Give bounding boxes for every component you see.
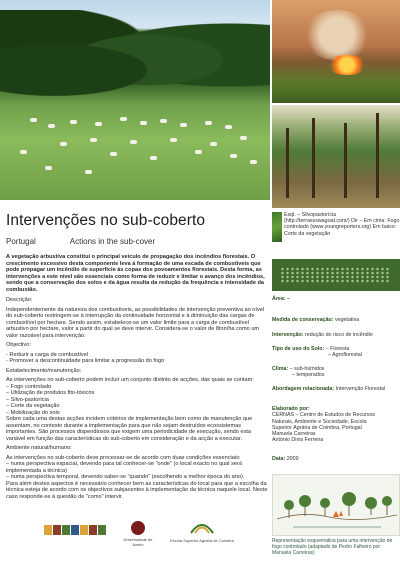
author-line: António Dinis Ferreira <box>272 437 324 444</box>
side-info-column <box>272 212 400 565</box>
fire-diagram <box>272 474 400 536</box>
sheep <box>48 124 55 128</box>
ua-logo-mark <box>131 521 145 535</box>
sheep <box>85 170 92 174</box>
aesdire-logo-mark <box>44 525 106 535</box>
sheep <box>140 121 147 125</box>
soil-label: Tipo de uso do Solo: <box>272 346 325 352</box>
smoke <box>302 10 372 60</box>
intro-paragraph: A vegetação arbustiva constitui o principal veículo de propagação dos incêndios florestais. O crescimento excessivo desta componente leva à formação de uma escada de combustíveis que pode propagar um incêndio de superfície às copas dos povoamentos florestais. Desta forma, as intervenções a este nível são essenciais como forma de reduzir e limitar o avanço dos incêndios, sendo que a conservação dos solos e da água resulta da redução da frequência e intensidade da combustão. <box>6 254 265 293</box>
maintenance-item: – Mobilização do solo <box>6 409 60 416</box>
map-pattern <box>280 267 390 283</box>
climate-value: – temperados <box>292 372 325 379</box>
sheep <box>210 142 217 146</box>
date-field <box>272 456 400 462</box>
photo-silvopastoralism <box>0 0 270 200</box>
approach-field <box>272 386 400 392</box>
flame <box>327 55 367 75</box>
photo-vegetation-cut <box>272 105 400 208</box>
context-note: Para além destes aspectos é necessário conhecer bem as características do local para que a escolha da técnica esteja de acordo com os objectivos subjacentes à implementação da técnica naquele local. Neste caso responde-se à questão de "como" intervir. <box>6 480 268 500</box>
maintenance-intro: As intervenções no sub-coberto podem incluir um conjunto distinto de acções, das quais se contam: <box>6 377 254 383</box>
ua-logo <box>118 521 158 555</box>
photo-controlled-fire <box>272 0 400 103</box>
sheep <box>95 122 102 126</box>
context-intro: As intervenções no sub-coberto deve processar-se de acordo com duas condições essenciais: <box>6 454 241 461</box>
sheep <box>205 121 212 125</box>
objectives-list <box>6 352 268 365</box>
context-item: – numa perspectiva temporal, devendo saber-se "quando" (escolhendo a melhor época do ano). <box>6 474 245 480</box>
sheep <box>130 140 137 144</box>
photo-credits: Esql. – Silvopastorícia (http://terrassswagoat.com/) Dir – Em cima: Fogo controlado (www.youngreporters.org) Em baixo: Corte da vegetação <box>284 212 400 237</box>
sheep <box>180 123 187 127</box>
english-subtitle: Actions in the sub-cover <box>69 237 156 246</box>
tree-trunk <box>344 123 347 198</box>
author-line: CERNAS – Centro de Estudos de Recursos <box>272 412 376 419</box>
sheep <box>60 142 67 146</box>
maintenance-item: – Silvo-pastorícia <box>6 396 49 403</box>
location-label: Portugal <box>6 237 36 246</box>
description-paragraph: Independentemente da natureza dos combustíveis, as possibilidades de intervenção preventiva ao nível do sub-coberto restringem-se à interrupção da continuidade horizontal e à diminuição das cargas de combustível por hectare. Sendo assim, estabelece-se um valor limite para a carga de combustível arbustivo por hectare, valor a partir do qual se deve intervir. Considera-se o valor de 8ton/ha como um valor razoável para intervenção. <box>6 306 265 339</box>
ua-logo-text: Universidade de Aveiro <box>123 537 153 547</box>
sheep <box>225 125 232 129</box>
sheep <box>20 150 27 154</box>
measure-label: Medida de conservação: <box>272 317 334 323</box>
context-heading: Ambiente natural/humano: <box>6 445 72 451</box>
intervention-field <box>272 332 400 338</box>
sheep <box>195 150 202 154</box>
tree-trunk <box>376 113 379 198</box>
aesdire-logo <box>44 525 106 541</box>
intervention-label: Intervenção: <box>272 332 304 338</box>
esa-logo-text: Escola Superior Agrária de Coimbra <box>170 538 234 543</box>
climate-label: Clima: <box>272 366 289 372</box>
page-title: Intervenções no sub-coberto <box>6 212 206 229</box>
subtitle-row <box>6 237 155 246</box>
maintenance-item: – Fogo controlado <box>6 383 52 390</box>
map-thumbnail <box>272 212 282 242</box>
intervention-value: redução do risco de incêndio <box>304 332 373 338</box>
measure-field <box>272 317 400 323</box>
author-line: Manuela Carreiras <box>272 431 316 438</box>
esa-logo-mark <box>189 517 215 535</box>
esa-logo <box>170 517 234 557</box>
sheep <box>90 138 97 142</box>
sheep <box>70 120 77 124</box>
author-line: Naturais, Ambiente e Sociedade, Escola <box>272 418 367 425</box>
climate-field <box>272 366 400 379</box>
sheep <box>150 156 157 160</box>
sheep <box>160 119 167 123</box>
sheep <box>120 117 127 121</box>
fire-diagram-graphic <box>273 475 400 537</box>
diagram-caption: Representação esquemática para uma intervenção de fogo controlado (adaptado de Pedro Falheiro por Manuela Carreiras) <box>272 538 393 556</box>
approach-label: Abordagem relacionada: <box>272 386 335 392</box>
sheep <box>110 152 117 156</box>
area-field <box>272 296 400 302</box>
maintenance-note: Sobre cada uma destas acções incidem critérios de implementação bem como de manutenção que assentam, no contexto durante a implementação para que não sejam destruídos ecossistemas importantes. São processos dispendiosos que exigem uma periodicidade de execução, sendo esta variável em função das características do sub-coberto em consideração e da acção a executar. <box>6 416 253 442</box>
sheep <box>250 160 257 164</box>
soil-field <box>272 346 400 359</box>
maintenance-item: – Utilização de produtos fito-tóxicos <box>6 390 95 396</box>
sheep <box>230 154 237 158</box>
approach-value: Intervenção Florestal <box>335 386 386 392</box>
soil-value: – Floresta <box>325 346 350 352</box>
measure-value: vegetativa <box>335 317 360 323</box>
tree-trunk <box>286 128 289 198</box>
maintenance-list <box>6 384 268 417</box>
tree-trunk <box>312 118 315 198</box>
objectives-heading: Objectivo: <box>6 342 31 348</box>
main-text-column <box>6 254 268 503</box>
location-map-bar <box>272 259 400 291</box>
objective-item: - Promover a descontinuidade para limitar a progressão do fogo <box>6 358 165 364</box>
author-field <box>272 406 400 444</box>
sheep <box>30 118 37 122</box>
soil-value: – Agroflorestal <box>328 352 362 359</box>
sheep <box>240 136 247 140</box>
partner-logos <box>0 515 270 565</box>
date-label: Data: <box>272 456 286 462</box>
climate-value: – sub-húmidos <box>289 366 325 372</box>
sheep <box>170 138 177 142</box>
author-line: Superior Agrária de Coimbra, Portugal <box>272 424 362 431</box>
maintenance-heading: Estabelecimento/manutenção: <box>6 367 82 374</box>
objective-item: - Reduzir a carga de combustível <box>6 351 89 358</box>
sheep <box>45 166 52 170</box>
maintenance-item: – Corte da vegetação <box>6 403 60 409</box>
author-label: Elaborado por: <box>272 406 310 412</box>
area-label: Área: – <box>272 296 290 302</box>
forest-background <box>0 10 270 110</box>
description-heading: Descrição: <box>6 297 33 303</box>
date-value: 2009 <box>286 456 299 462</box>
context-item: – numa perspectiva espacial, devendo para tal conhecer-se "onde" (o local exacto no qual será implementada a técnica) <box>6 461 242 474</box>
